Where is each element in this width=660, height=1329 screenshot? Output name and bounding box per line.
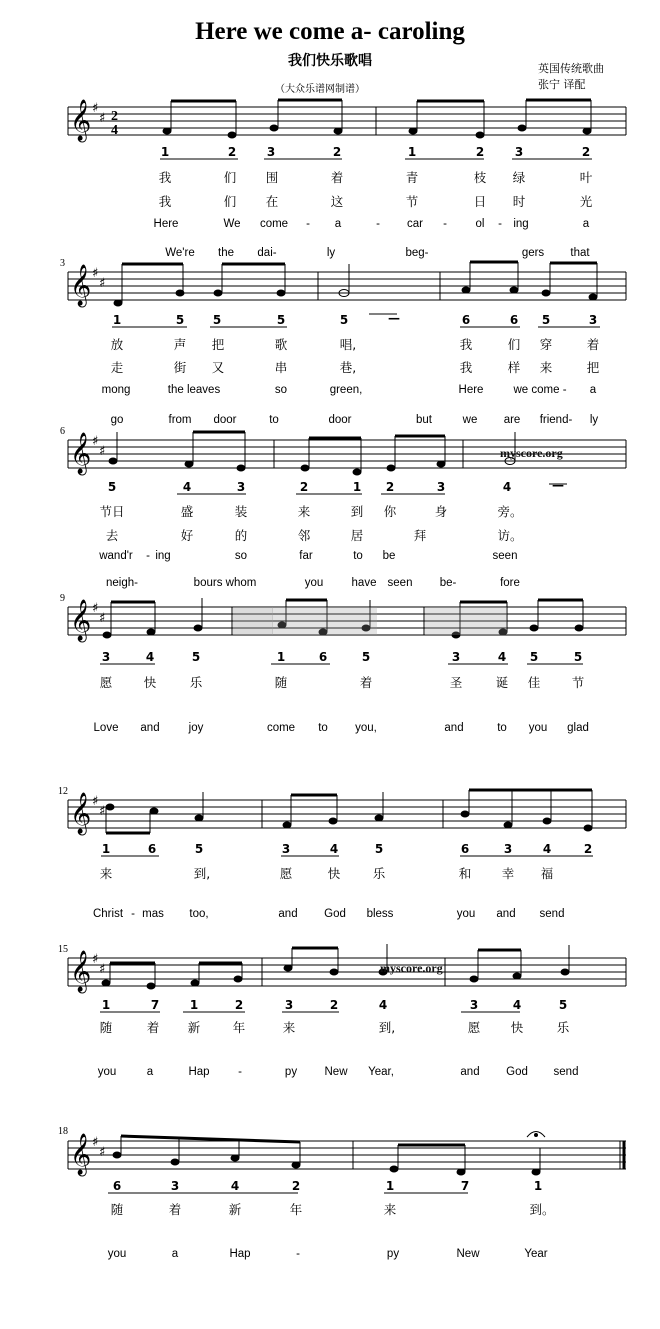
- jianpu-note: 1: [385, 1179, 395, 1193]
- lyric-cn: 歌: [274, 337, 288, 352]
- lyric-en: a: [582, 218, 590, 230]
- lyric-cn: 们: [507, 337, 521, 352]
- lyric-cn: 快: [510, 1020, 524, 1035]
- jianpu-note: 5: [558, 998, 568, 1012]
- svg-text:♯: ♯: [99, 276, 106, 291]
- jianpu-note: 6: [112, 1179, 122, 1193]
- svg-text:♯: ♯: [99, 804, 106, 819]
- lyric-en: and: [444, 722, 464, 734]
- lyric-cn: 光: [579, 194, 593, 209]
- jianpu-note: 1: [189, 998, 199, 1012]
- composer-credit: 英国传统歌曲: [538, 62, 604, 75]
- lyric-cn: 我: [158, 194, 172, 209]
- lyric-en: Hap: [188, 1066, 210, 1078]
- jianpu-note: 4: [230, 1179, 240, 1193]
- jianpu-note: 1: [101, 998, 111, 1012]
- lyric-cn: 绿: [512, 170, 526, 185]
- lyric-cn: 乐: [556, 1020, 570, 1035]
- lyric-en: a: [589, 384, 597, 396]
- lyric-en: go: [110, 414, 124, 426]
- lyric-cn: 我: [459, 337, 473, 352]
- lyric-en: New: [324, 1066, 348, 1078]
- svg-text:♯: ♯: [92, 794, 99, 809]
- lyric-en: to: [353, 550, 363, 562]
- lyric-en: Christ: [92, 908, 124, 920]
- lyric-cn: 穿: [539, 337, 553, 352]
- treble-clef-icon: 𝄞: [70, 793, 92, 834]
- jianpu-note: 1: [101, 842, 111, 856]
- jianpu-note: 1: [160, 145, 170, 159]
- jianpu-note: 3: [436, 480, 446, 494]
- jianpu-note: 5: [339, 313, 349, 327]
- lyric-en: ing: [513, 218, 529, 230]
- jianpu-note: 2: [291, 1179, 301, 1193]
- lyric-cn: 声: [173, 337, 187, 352]
- lyric-en: to: [269, 414, 279, 426]
- lyric-cn: 放: [110, 337, 124, 352]
- jianpu-note: 2: [329, 998, 339, 1012]
- jianpu-note: 6: [509, 313, 519, 327]
- lyric-cn: 节: [571, 675, 585, 690]
- watermark: myscore.org: [380, 961, 443, 975]
- treble-clef-icon: 𝄞: [70, 265, 92, 306]
- lyric-en: are: [503, 414, 521, 426]
- lyric-cn: 们: [223, 194, 237, 209]
- jianpu-note: 4: [497, 650, 507, 664]
- jianpu-note: 3: [170, 1179, 180, 1193]
- scan-shading: [233, 607, 507, 635]
- measure-number: 3: [60, 258, 65, 269]
- lyric-en: Here: [153, 218, 179, 230]
- jianpu-note: 1: [276, 650, 286, 664]
- lyric-cn: 日: [473, 194, 487, 209]
- lyric-cn: 和: [458, 866, 472, 881]
- jianpu-note: 5: [107, 480, 117, 494]
- treble-clef-icon: 𝄞: [70, 100, 92, 141]
- staff-system-1: [68, 107, 626, 135]
- jianpu-note: 3: [451, 650, 461, 664]
- lyric-en: -: [146, 550, 150, 562]
- lyric-en: mas: [142, 908, 164, 920]
- lyric-en: Year,: [368, 1066, 394, 1078]
- jianpu-note: 5: [212, 313, 222, 327]
- lyric-en: the leaves: [167, 384, 221, 396]
- lyric-cn: 新: [187, 1020, 201, 1035]
- lyric-cn: 来: [282, 1020, 296, 1035]
- svg-text:♯: ♯: [92, 952, 99, 967]
- lyric-en: far: [299, 550, 313, 562]
- lyric-cn: 串: [274, 360, 288, 375]
- jianpu-note: 3: [236, 480, 246, 494]
- jianpu-note: 2: [299, 480, 309, 494]
- jianpu-note: 1: [407, 145, 417, 159]
- lyric-en: we: [462, 414, 478, 426]
- lyric-en: -: [296, 1248, 300, 1260]
- jianpu-note: 2: [234, 998, 244, 1012]
- lyric-cn: 围: [265, 170, 279, 185]
- lyric-en: py: [284, 1066, 298, 1078]
- lyric-cn: 着: [586, 337, 600, 352]
- jianpu-note: 4: [378, 998, 388, 1012]
- jianpu-note: 2: [332, 145, 342, 159]
- lyric-cn: 着: [330, 170, 344, 185]
- lyric-cn: 走: [110, 360, 124, 375]
- lyric-cn: 唱,: [339, 337, 357, 352]
- lyric-en: beg-: [405, 247, 429, 259]
- lyric-en: you: [528, 722, 548, 734]
- lyric-cn: 新: [228, 1202, 242, 1217]
- lyric-en: mong: [101, 384, 131, 396]
- time-signature: [111, 109, 118, 138]
- lyric-en: We're: [165, 247, 195, 259]
- jianpu-note: 4: [542, 842, 552, 856]
- jianpu-note: 4: [145, 650, 155, 664]
- jianpu-note: 3: [281, 842, 291, 856]
- lyric-en: from: [168, 414, 192, 426]
- lyric-en: to: [497, 722, 507, 734]
- lyric-en: Year: [524, 1248, 548, 1260]
- jianpu-note: 5: [573, 650, 583, 664]
- lyric-cn: 到,: [193, 866, 211, 881]
- lyric-en: and: [140, 722, 160, 734]
- lyric-cn: 着: [168, 1202, 182, 1217]
- jianpu-note: 1: [112, 313, 122, 327]
- lyric-cn: 好: [180, 528, 194, 543]
- lyric-en: Here: [458, 384, 484, 396]
- jianpu-note: 3: [284, 998, 294, 1012]
- lyric-en: dai-: [257, 247, 277, 259]
- lyric-cn: 身: [434, 504, 448, 519]
- jianpu-note: 5: [361, 650, 371, 664]
- lyric-en: and: [496, 908, 516, 920]
- jianpu-note: 2: [227, 145, 237, 159]
- lyric-cn: 叶: [579, 170, 593, 185]
- lyric-cn: 邻: [297, 528, 311, 543]
- jianpu-note: 1: [352, 480, 362, 494]
- lyric-en: door: [328, 414, 352, 426]
- svg-text:♯: ♯: [92, 101, 99, 116]
- lyric-cn: 随: [110, 1202, 124, 1217]
- lyric-en: ly: [589, 414, 599, 426]
- jianpu-note: 3: [514, 145, 524, 159]
- svg-text:4: 4: [111, 123, 118, 138]
- lyric-en: bours whom: [193, 577, 257, 589]
- lyric-cn: 旁。: [497, 504, 523, 519]
- lyric-en: be-: [439, 577, 457, 589]
- lyric-cn: 愿: [467, 1020, 481, 1035]
- lyric-cn: 圣: [449, 675, 463, 690]
- lyric-en: to: [318, 722, 328, 734]
- treble-clef-icon: 𝄞: [70, 951, 92, 992]
- lyric-cn: 着: [146, 1020, 160, 1035]
- watermark: myscore.org: [500, 446, 563, 460]
- svg-text:♯: ♯: [99, 962, 106, 977]
- treble-clef-icon: 𝄞: [70, 1134, 92, 1175]
- lyric-cn: 福: [540, 866, 554, 881]
- lyric-en: have: [351, 577, 377, 589]
- jianpu-note: 7: [150, 998, 160, 1012]
- lyric-en: -: [376, 218, 380, 230]
- lyric-en: neigh-: [106, 577, 138, 589]
- lyric-cn: 把: [586, 360, 600, 375]
- lyric-cn: 诞: [495, 675, 509, 690]
- jianpu-note: 4: [329, 842, 339, 856]
- lyric-cn: 们: [223, 170, 237, 185]
- lyric-cn: 快: [143, 675, 157, 690]
- lyric-en: -: [306, 218, 310, 230]
- lyric-en: a: [334, 218, 342, 230]
- lyric-cn: 你: [383, 504, 397, 519]
- lyric-en: door: [213, 414, 237, 426]
- lyric-en: come: [266, 722, 296, 734]
- svg-text:♯: ♯: [92, 601, 99, 616]
- lyric-en: -: [131, 908, 135, 920]
- lyric-cn: 我: [459, 360, 473, 375]
- lyric-cn: 着: [359, 675, 373, 690]
- lyric-cn: 年: [289, 1202, 303, 1217]
- treble-clef-icon: 𝄞: [70, 600, 92, 641]
- svg-text:♯: ♯: [92, 1135, 99, 1150]
- lyric-cn: 巷,: [339, 360, 357, 375]
- svg-text:2: 2: [111, 109, 118, 124]
- jianpu-note: 3: [503, 842, 513, 856]
- lyric-en: but: [416, 414, 432, 426]
- lyric-cn: 幸: [501, 866, 515, 881]
- lyric-cn: 这: [330, 194, 344, 209]
- jianpu-note: 2: [581, 145, 591, 159]
- svg-text:♯: ♯: [99, 444, 106, 459]
- jianpu-note: 6: [461, 313, 471, 327]
- svg-text:♯: ♯: [99, 111, 106, 126]
- lyric-en: so: [274, 384, 288, 396]
- lyric-cn: 去: [105, 528, 119, 543]
- jianpu-dash: —: [552, 478, 564, 492]
- jianpu-note: 4: [512, 998, 522, 1012]
- lyric-en: God: [506, 1066, 528, 1078]
- lyric-en: friend-: [539, 414, 573, 426]
- jianpu-note: 3: [266, 145, 276, 159]
- measure-number: 15: [58, 944, 68, 955]
- lyric-cn: 随: [99, 1020, 113, 1035]
- lyric-cn: 到: [350, 504, 364, 519]
- jianpu-note: 6: [318, 650, 328, 664]
- lyric-en: fore: [500, 577, 520, 589]
- lyric-cn: 来: [539, 360, 553, 375]
- lyric-cn: 到,: [378, 1020, 396, 1035]
- translator-credit: 张宁 译配: [538, 78, 586, 91]
- song-subtitle: 我们快乐歌唱: [288, 53, 372, 69]
- lyric-en: bless: [366, 908, 394, 920]
- lyric-en: you: [97, 1066, 117, 1078]
- jianpu-note: 7: [460, 1179, 470, 1193]
- lyric-cn: 愿: [279, 866, 293, 881]
- lyric-en: a: [171, 1248, 179, 1260]
- lyric-cn: 随: [274, 675, 288, 690]
- jianpu-note: 3: [101, 650, 111, 664]
- lyric-cn: 把: [211, 337, 225, 352]
- lyric-en: wand'r: [99, 550, 133, 562]
- lyric-cn: 拜: [413, 528, 427, 543]
- lyric-cn: 年: [232, 1020, 246, 1035]
- lyric-en: you: [107, 1248, 127, 1260]
- lyric-cn: 乐: [189, 675, 203, 690]
- lyric-en: Love: [93, 722, 119, 734]
- svg-text:♯: ♯: [92, 266, 99, 281]
- lyric-cn: 时: [512, 194, 526, 209]
- lyric-en: seen: [492, 550, 518, 562]
- lyric-en: you: [456, 908, 476, 920]
- lyric-cn: 枝: [473, 170, 487, 185]
- lyric-en: Hap: [229, 1248, 251, 1260]
- lyric-en: God: [324, 908, 346, 920]
- lyric-cn: 又: [211, 360, 225, 375]
- lyric-en: come: [259, 218, 289, 230]
- lyric-en: joy: [188, 722, 204, 734]
- song-title: Here we come a- caroling: [195, 18, 465, 45]
- lyric-cn: 在: [265, 194, 279, 209]
- lyric-en: ing: [155, 550, 171, 562]
- lyric-en: a: [146, 1066, 154, 1078]
- lyric-cn: 我: [158, 170, 172, 185]
- lyric-en: New: [456, 1248, 480, 1260]
- lyric-en: we come -: [513, 384, 567, 396]
- jianpu-note: 2: [475, 145, 485, 159]
- measure-number: 12: [58, 786, 68, 797]
- lyric-cn: 访。: [497, 528, 523, 543]
- lyric-en: -: [443, 218, 447, 230]
- lyric-en: glad: [567, 722, 589, 734]
- jianpu-note: 5: [191, 650, 201, 664]
- measure-number: 18: [58, 1126, 68, 1137]
- lyric-en: and: [278, 908, 298, 920]
- lyric-en: send: [553, 1066, 579, 1078]
- notes-layer: [99, 100, 597, 1175]
- lyric-en: and: [460, 1066, 480, 1078]
- lyric-cn: 来: [383, 1202, 397, 1217]
- svg-text:♯: ♯: [99, 611, 106, 626]
- lyric-en: green,: [329, 384, 363, 396]
- measure-number: 9: [60, 593, 65, 604]
- lyric-en: the: [218, 247, 234, 259]
- lyric-en: too,: [189, 908, 209, 920]
- lyric-cn: 愿: [99, 675, 113, 690]
- lyric-en: We: [223, 218, 241, 230]
- source-note: （大众乐谱网制谱）: [275, 84, 365, 95]
- lyric-en: ol: [475, 218, 485, 230]
- lyric-cn: 的: [234, 528, 248, 543]
- lyric-cn: 盛: [180, 504, 194, 519]
- measure-number: 6: [60, 426, 65, 437]
- jianpu-note: 2: [583, 842, 593, 856]
- lyric-en: you,: [355, 722, 377, 734]
- lyric-en: car: [407, 218, 423, 230]
- jianpu-note: 6: [460, 842, 470, 856]
- lyric-en: ly: [326, 247, 336, 259]
- jianpu-note: 5: [529, 650, 539, 664]
- lyric-cn: 居: [350, 528, 364, 543]
- staff-system-7: [68, 1141, 626, 1169]
- jianpu-note: 5: [276, 313, 286, 327]
- jianpu-note: 5: [541, 313, 551, 327]
- jianpu-dash: —: [388, 311, 400, 325]
- lyric-cn: 街: [173, 360, 187, 375]
- jianpu-note: 6: [147, 842, 157, 856]
- lyric-en: -: [238, 1066, 242, 1078]
- jianpu-note: 4: [182, 480, 192, 494]
- lyric-en: be: [382, 550, 396, 562]
- lyric-cn: 样: [507, 360, 521, 375]
- lyric-en: -: [498, 218, 502, 230]
- jianpu-note: 5: [194, 842, 204, 856]
- svg-text:♯: ♯: [92, 434, 99, 449]
- lyric-en: that: [570, 247, 590, 259]
- treble-clef-icon: 𝄞: [70, 433, 92, 474]
- jianpu-note: 1: [533, 1179, 543, 1193]
- lyric-cn: 青: [405, 170, 419, 185]
- lyric-cn: 快: [327, 866, 341, 881]
- lyric-cn: 佳: [527, 675, 541, 690]
- lyric-en: seen: [387, 577, 413, 589]
- lyric-en: you: [304, 577, 324, 589]
- lyric-en: gers: [521, 247, 545, 259]
- lyric-en: send: [539, 908, 565, 920]
- jianpu-note: 2: [385, 480, 395, 494]
- lyric-cn: 来: [297, 504, 311, 519]
- jianpu-note: 3: [469, 998, 479, 1012]
- jianpu-note: 4: [502, 480, 512, 494]
- lyric-cn: 到。: [529, 1202, 555, 1217]
- lyric-en: py: [386, 1248, 400, 1260]
- lyric-cn: 节: [405, 194, 419, 209]
- lyric-cn: 乐: [372, 866, 386, 881]
- svg-text:♯: ♯: [99, 1145, 106, 1160]
- lyric-cn: 来: [99, 866, 113, 881]
- lyric-cn: 节日: [99, 504, 125, 519]
- lyric-en: so: [234, 550, 248, 562]
- jianpu-note: 5: [374, 842, 384, 856]
- lyric-cn: 装: [234, 504, 248, 519]
- jianpu-note: 5: [175, 313, 185, 327]
- jianpu-note: 3: [588, 313, 598, 327]
